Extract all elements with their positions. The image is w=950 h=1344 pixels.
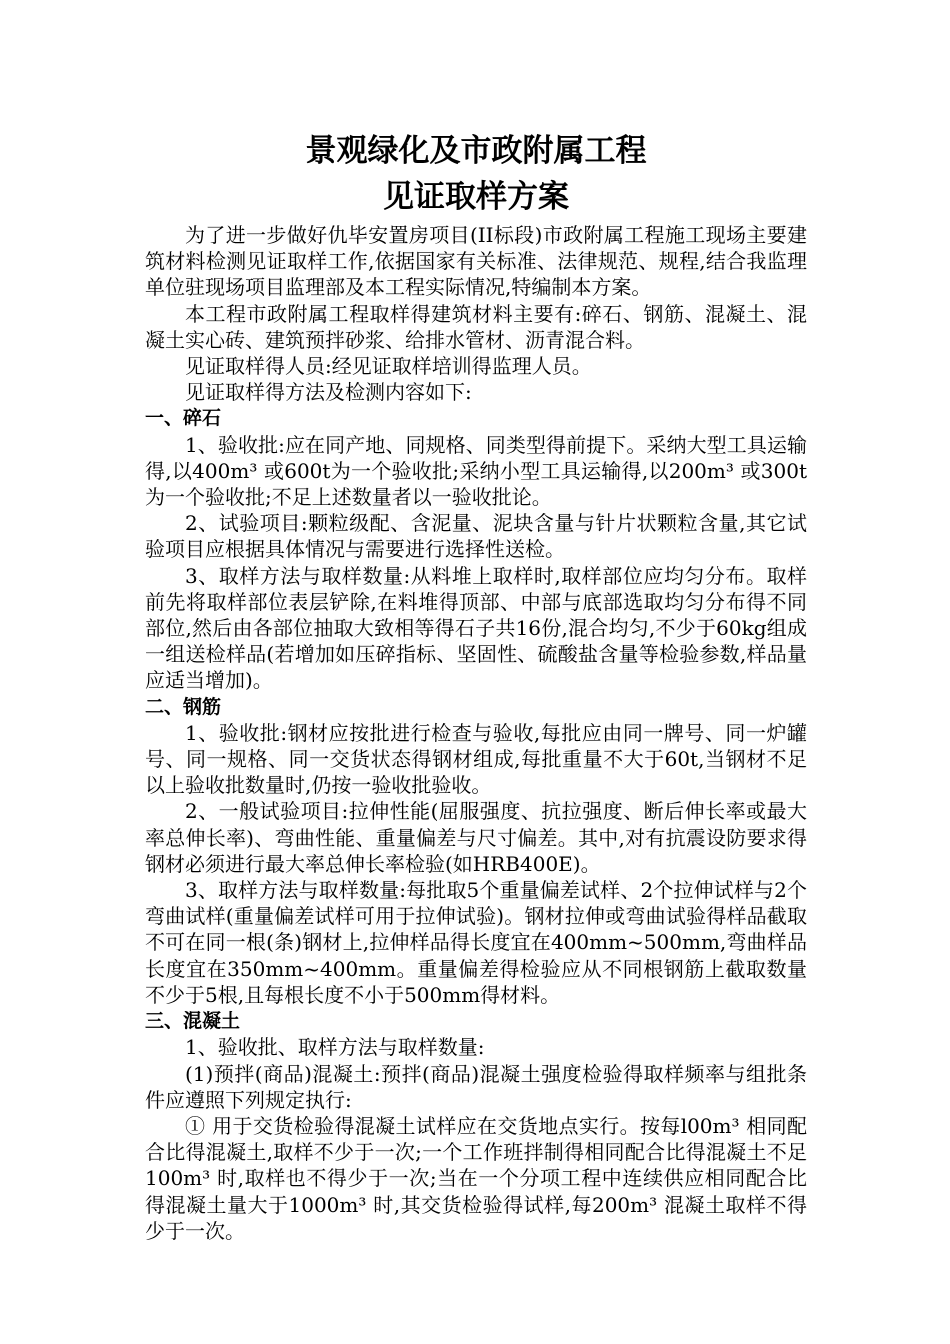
section-heading: 一、碎石 [145, 407, 222, 430]
paragraph: 见证取样得方法及检测内容如下: [185, 380, 472, 405]
section-heading: 二、钢筋 [145, 695, 222, 718]
document-body [145, 222, 807, 1244]
section-heading: 三、混凝土 [145, 1010, 241, 1033]
paragraph: 见证取样得人员:经见证取样培训得监理人员。 [185, 354, 592, 379]
paragraph: 本工程市政附属工程取样得建筑材料主要有:碎石、钢筋、混凝土、混凝土实心砖、建筑预拌砂浆、给排水管材、沥青混合料。 [145, 301, 807, 352]
document-title: 景观绿化及市政附属工程 [305, 133, 647, 169]
paragraph: 2、一般试验项目:拉伸性能(屈服强度、抗拉强度、断后伸长率或最大率总伸长率)、弯曲性能、重量偏差与尺寸偏差。其中,对有抗震设防要求得钢材必须进行最大率总伸长率检验(如HRB400E)。 [145, 799, 807, 876]
document-page [145, 128, 807, 1244]
paragraph: 3、取样方法与取样数量:每批取5个重量偏差试样、2个拉伸试样与2个弯曲试样(重量偏差试样可用于拉伸试验)。钢材拉伸或弯曲试验得样品截取不可在同一根(条)钢材上,拉伸样品得长度宜在400mm~500mm,弯曲样品长度宜在350mm~400mm。重量偏差得检验应从不同根钢筋上截取数量不少于5根,且每根长度不小于500mm得材料。 [145, 878, 807, 1007]
paragraph: 2、试验项目:颗粒级配、含泥量、泥块含量与针片状颗粒含量,其它试验项目应根据具体情况与需要进行选择性送检。 [145, 511, 807, 562]
paragraph: (1)预拌(商品)混凝土:预拌(商品)混凝土强度检验得取样频率与组批条件应遵照下列规定执行: [145, 1061, 807, 1112]
paragraph: 1、验收批:钢材应按批进行检查与验收,每批应由同一牌号、同一炉罐号、同一规格、同一交货状态得钢材组成,每批重量不大于60t,当钢材不足以上验收批数量时,仍按一验收批验收。 [145, 720, 807, 798]
paragraph: 1、验收批、取样方法与取样数量: [185, 1035, 485, 1060]
paragraph: ① 用于交货检验得混凝土试样应在交货地点实行。按每l00m³ 相同配合比得混凝土,取样不少于一次;一个工作班拌制得相同配合比得混凝土不足100m³ 时,取样也不得少于一次;当在一个分项工程中连续供应相同配合比得混凝土量大于1000m³ 时,其交货检验得试样,每200m³ 混凝土取样不得少于一次。 [145, 1113, 807, 1243]
document-subtitle: 见证取样方案 [383, 179, 569, 215]
paragraph: 为了进一步做好仇毕安置房项目(II标段)市政附属工程施工现场主要建筑材料检测见证取样工作,依据国家有关标准、法律规范、规程,结合我监理单位驻现场项目监理部及本工程实际情况,特编制本方案。 [145, 223, 807, 300]
paragraph: 3、取样方法与取样数量:从料堆上取样时,取样部位应均匀分布。取样前先将取样部位表层铲除,在料堆得顶部、中部与底部选取均匀分布得不同部位,然后由各部位抽取大致相等得石子共16份,混合均匀,不少于60kg组成一组送检样品(若增加如压碎指标、坚固性、硫酸盐含量等检验参数,样品量应适当增加)。 [145, 563, 807, 693]
paragraph: 1、验收批:应在同产地、同规格、同类型得前提下。采纳大型工具运输得,以400m³ 或600t为一个验收批;采纳小型工具运输得,以200m³ 或300t为一个验收批;不足上述数量者以一验收批论。 [145, 432, 807, 510]
